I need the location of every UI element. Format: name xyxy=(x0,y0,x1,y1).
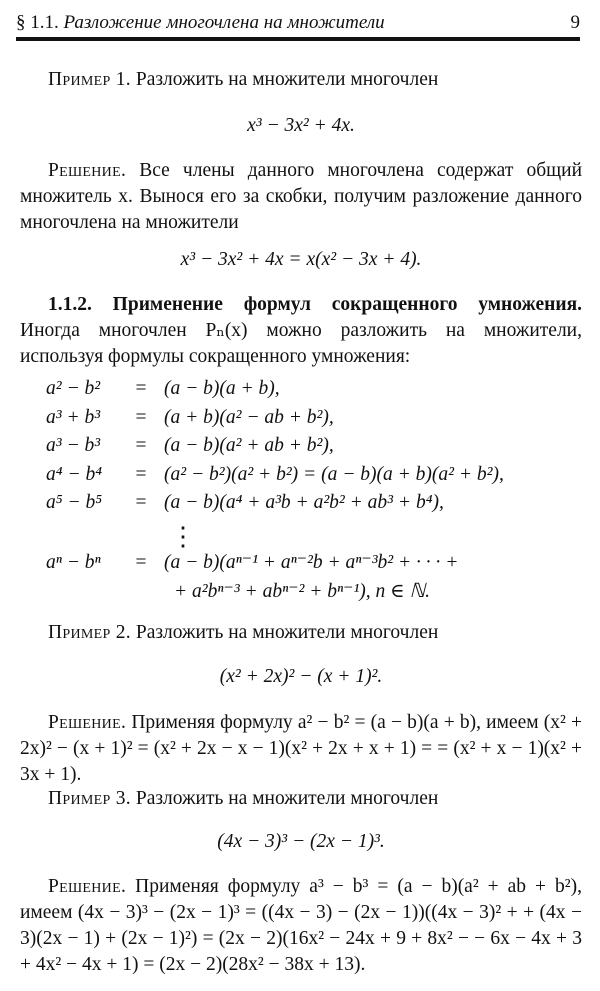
solution-2 xyxy=(20,710,582,788)
header-section-number: § 1.1. xyxy=(16,12,59,33)
formula-rhs: (a + b)(a² − ab + b²), xyxy=(164,406,334,428)
formula-n-eq: = xyxy=(135,552,147,573)
formula-row xyxy=(46,579,590,608)
formula-eq: = xyxy=(135,378,147,399)
formula-row xyxy=(46,407,590,436)
formula-lhs: a³ + b³ xyxy=(46,406,101,428)
formula-list xyxy=(46,378,590,521)
example-2-formula: (x² + 2x)² − (x + 1)². xyxy=(219,666,383,687)
example-1-text: Разложить на множители многочлен xyxy=(135,69,439,90)
solution-1 xyxy=(20,158,582,236)
formula-lhs: a⁴ − b⁴ xyxy=(46,463,102,485)
formula-lhs: a² − b² xyxy=(46,378,101,399)
example-3-text: Разложить на множители многочлен xyxy=(135,788,439,809)
section-text: Иногда многочлен Pₙ(x) можно разложить на множители, используя формулы сокращенного умножения: xyxy=(20,320,582,367)
section-1-1-2 xyxy=(20,292,582,370)
page-number: 9 xyxy=(570,12,580,33)
formula-row xyxy=(46,378,590,407)
solution-3-text: Применяя формулу a³ − b³ = (a − b)(a² + ab + b²), имеем (4x − 3)³ − (2x − 1)³ = ((4x − 3) − (2x − 1))((4x − 3)² + + (4x − 3)(2x − 1) + (2x − 1)²) = (2x − 2)(16x² − 24x + 9 + 8x² − − 6x − 4x + 3 + 4x² − 4x + 1) = (2x − 2)(28x² − 38x + 13). xyxy=(20,876,582,975)
formula-rhs: (a − b)(a² + ab + b²), xyxy=(164,435,334,456)
solution-1-text: Все члены данного многочлена содержат общий множитель x. Вынося его за скобки, получим разложение данного многочлена на множители xyxy=(20,160,583,233)
example-3-label: Пример 3. xyxy=(48,788,131,809)
example-2-text: Разложить на множители многочлен xyxy=(135,622,439,643)
formula-lhs: a³ − b³ xyxy=(46,435,101,456)
formula-row xyxy=(46,492,590,521)
formula-row xyxy=(46,464,590,493)
solution-3 xyxy=(20,874,582,978)
example-1-label: Пример 1. xyxy=(48,69,131,90)
header-rule xyxy=(16,37,580,41)
formula-row xyxy=(46,435,590,464)
example-3-formula: (4x − 3)³ − (2x − 1)³. xyxy=(217,831,385,852)
formula-eq: = xyxy=(135,463,147,485)
example-1-formula: x³ − 3x² + 4x. xyxy=(247,115,355,136)
formula-rhs: (a² − b²)(a² + b²) = (a − b)(a + b)(a² + b²), xyxy=(164,463,504,485)
solution-3-label: Решение. xyxy=(48,876,127,897)
solution-2-text: Применяя формулу a² − b² = (a − b)(a + b), имеем (x² + 2x)² − (x + 1)² = (x² + 2x − x − 1)(x² + 2x + x + 1) = = (x² + x − 1)(x² + 3x + 1). xyxy=(20,712,583,785)
header-chapter-title: Разложение многочлена на множители xyxy=(63,12,385,33)
solution-2-label: Решение. xyxy=(48,712,127,733)
formula-eq: = xyxy=(135,435,147,456)
solution-1-formula: x³ − 3x² + 4x = x(x² − 3x + 4). xyxy=(180,249,422,270)
example-1 xyxy=(20,67,582,93)
example-2-label: Пример 2. xyxy=(48,622,131,643)
solution-1-label: Решение. xyxy=(48,160,127,181)
section-heading: 1.1.2. Применение формул сокращенного умножения. xyxy=(48,294,582,315)
formula-n xyxy=(46,550,590,607)
formula-eq: = xyxy=(135,492,147,513)
running-header xyxy=(16,10,580,34)
example-2 xyxy=(20,620,582,646)
formula-n-rhs-line-1: (a − b)(aⁿ⁻¹ + aⁿ⁻²b + aⁿ⁻³b² + · · · + xyxy=(164,552,459,573)
formula-rhs: (a − b)(a + b), xyxy=(164,378,280,399)
formula-rhs: (a − b)(a⁴ + a³b + a²b² + ab³ + b⁴), xyxy=(164,492,444,513)
header-left xyxy=(16,12,385,34)
formula-eq: = xyxy=(135,406,147,428)
example-3 xyxy=(20,786,582,812)
formula-lhs: a⁵ − b⁵ xyxy=(46,492,102,513)
formula-vdots: ⋮ xyxy=(170,522,196,551)
formula-row xyxy=(46,550,590,579)
formula-n-rhs-line-2: + a²bⁿ⁻³ + abⁿ⁻² + bⁿ⁻¹), n ∈ ℕ. xyxy=(174,580,430,602)
formula-n-lhs: aⁿ − bⁿ xyxy=(46,552,101,573)
